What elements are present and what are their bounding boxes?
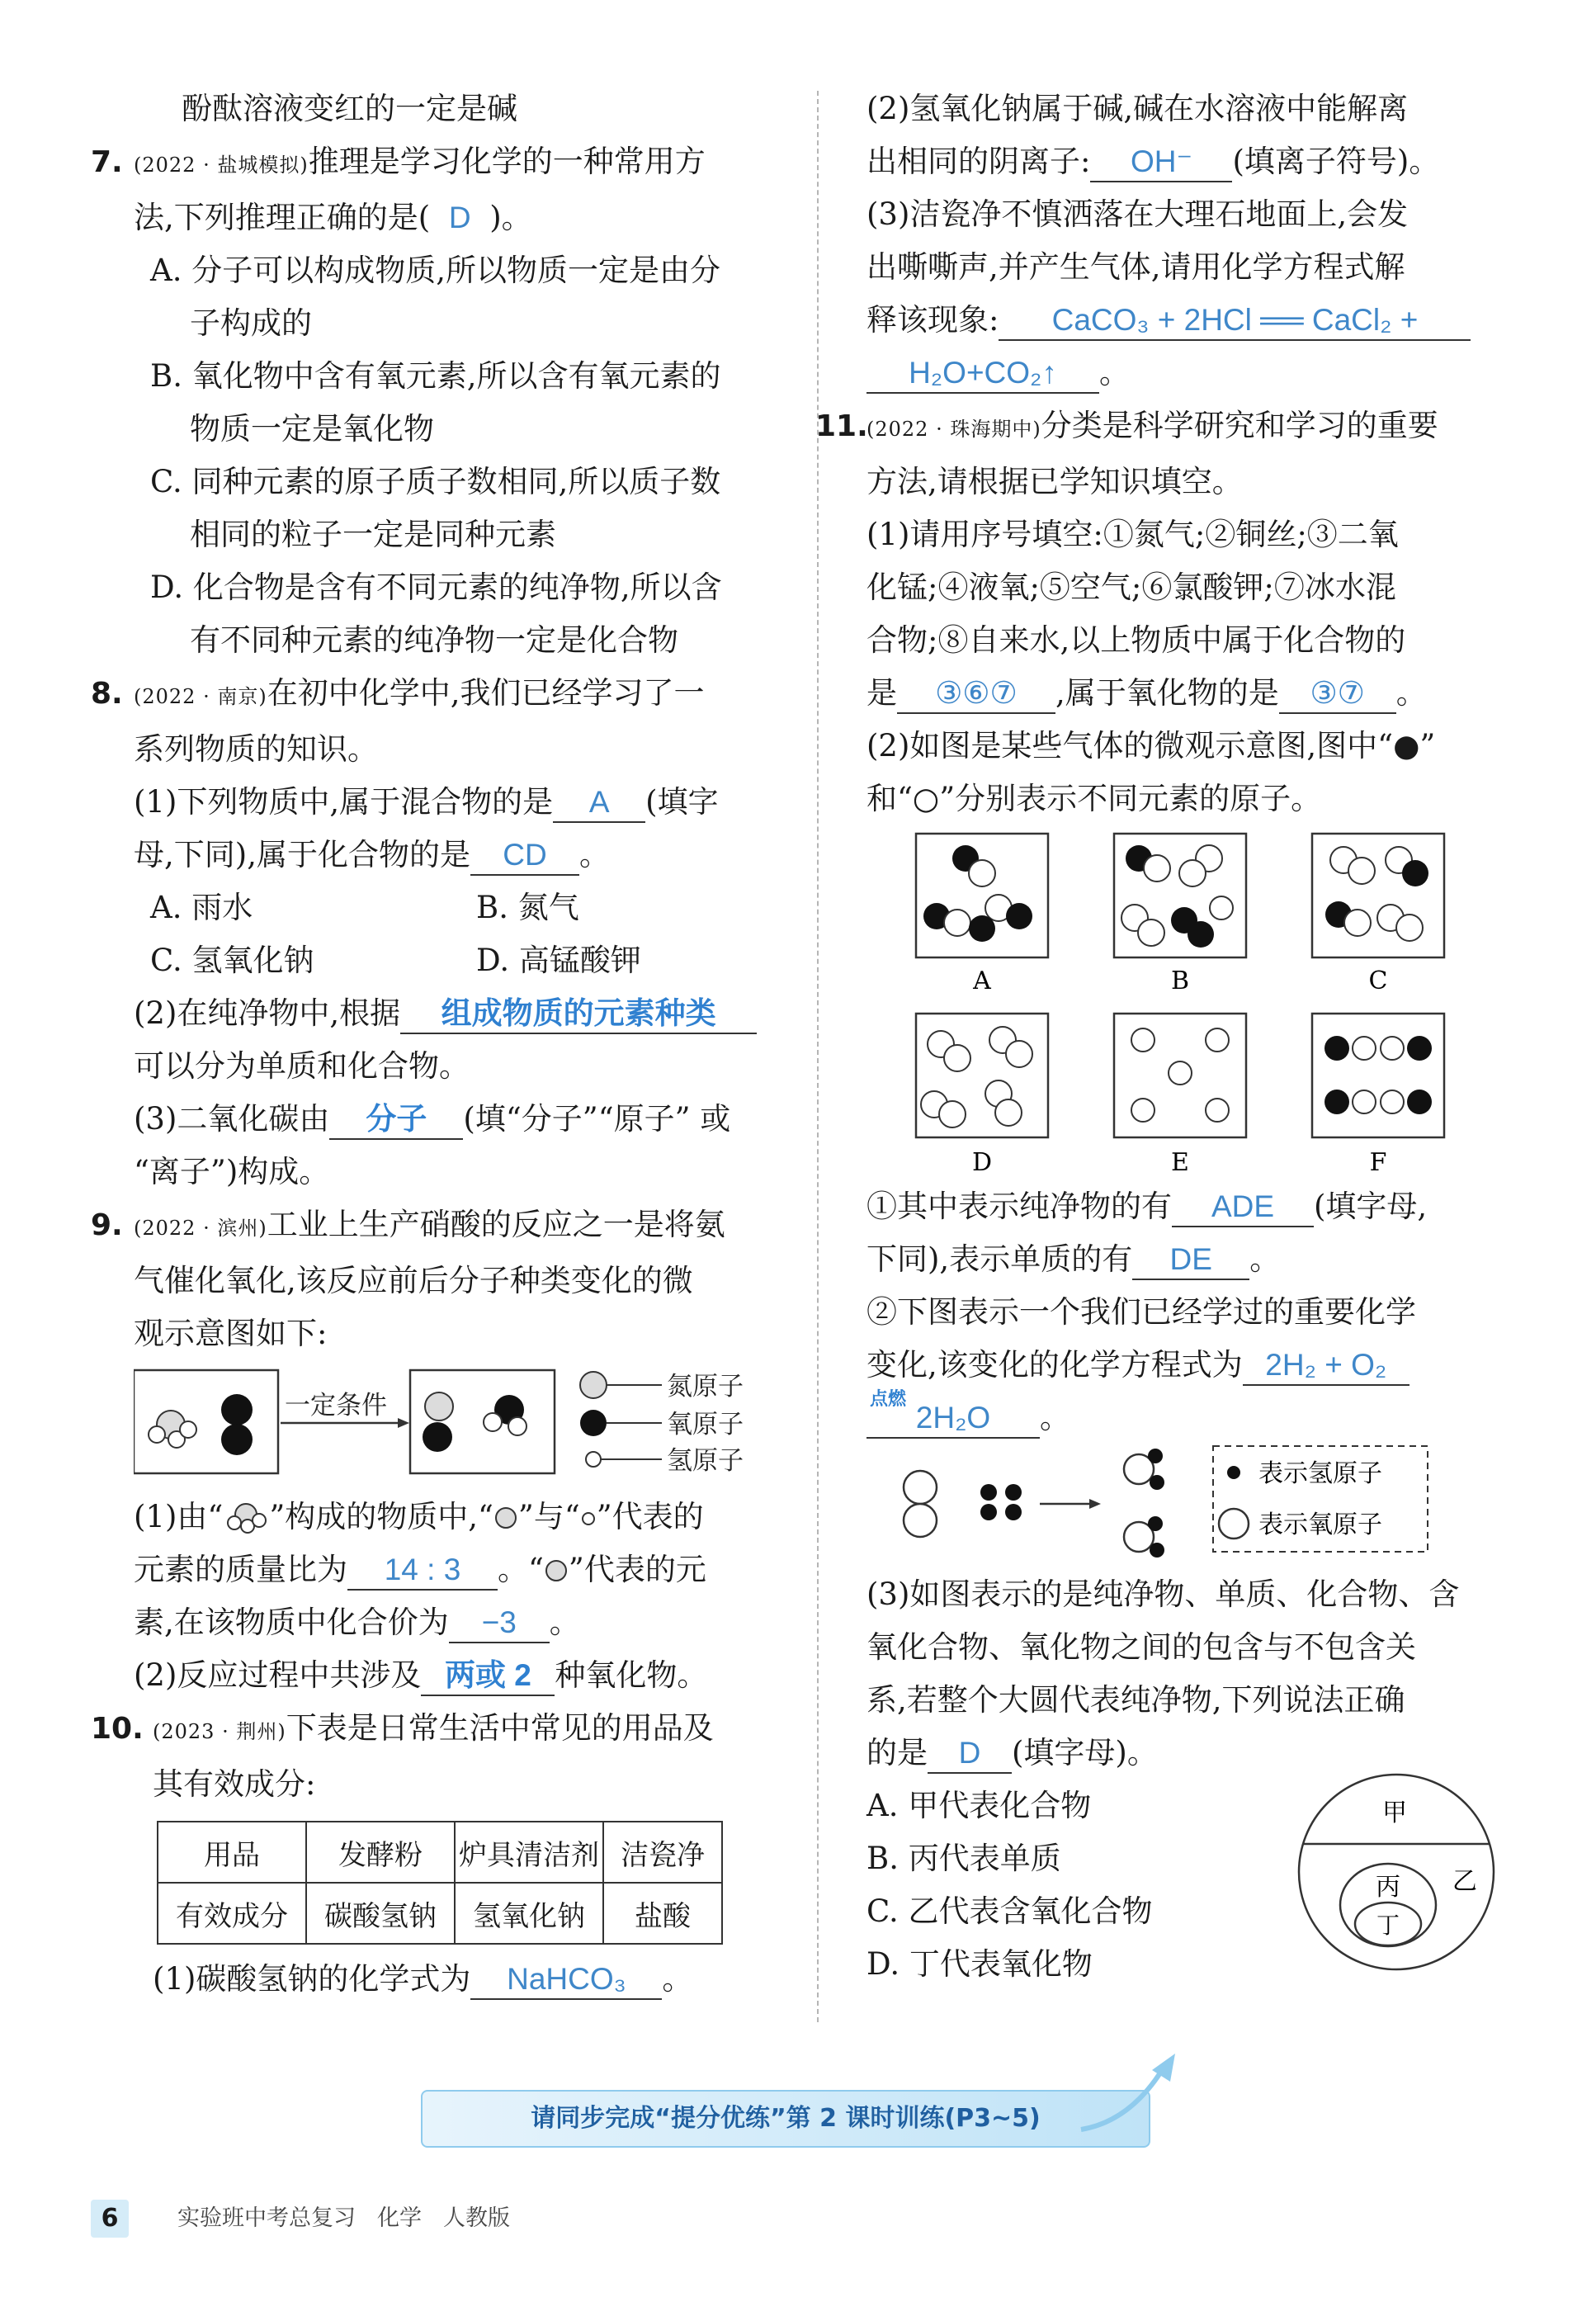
molecule-boxes-svg	[866, 825, 1502, 1180]
part-text: 释该现象:	[866, 302, 999, 338]
continued-line: 酚酞溶液变红的一定是碱	[182, 91, 517, 126]
box-d	[916, 1014, 1048, 1137]
question-stem: 分类是科学研究和学习的重要	[1041, 408, 1438, 443]
answer-blank: CD	[470, 836, 579, 876]
question-8	[91, 667, 784, 1198]
question-number: 7.	[91, 145, 123, 179]
question-source: (2023 · 荆州)	[153, 1720, 286, 1743]
box-c	[1312, 834, 1444, 957]
option-d-cont: 有不同种元素的纯净物一定是化合物	[190, 622, 678, 658]
part-text: 。	[578, 837, 610, 872]
part-text: 素,在该物质中化合价为	[134, 1605, 449, 1640]
answer-blank: 组成物质的元素种类	[400, 995, 757, 1034]
part-text: 下同),表示单质的有	[866, 1241, 1133, 1277]
option-c: C. 乙代表含氧化合物	[866, 1893, 1153, 1929]
question-number: 8.	[91, 677, 123, 711]
answer-blank: DE	[1132, 1241, 1249, 1280]
part-text: 。	[1099, 355, 1130, 390]
part-text: (1)请用序号填空:①氮气;②铜丝;③二氧	[866, 517, 1399, 552]
question-11	[815, 399, 1502, 2002]
option-a: A. 甲代表化合物	[866, 1788, 1092, 1823]
answer-blank: CaCO₃ + 2HCl ══ CaCl₂ +	[999, 301, 1471, 341]
part-text: (填“分子”“原子” 或	[463, 1101, 731, 1137]
answer-blank: 两或 2	[421, 1657, 555, 1696]
nitrogen-atom-icon	[544, 1558, 569, 1583]
legend-oxygen: 氧原子	[667, 1410, 744, 1439]
answer-blank: D	[928, 1734, 1012, 1774]
question-stem: 推理是学习化学的一种常用方	[308, 144, 706, 179]
legend-hydrogen: 氢原子	[667, 1446, 744, 1476]
nitrogen-atom-icon	[493, 1506, 518, 1530]
part-text: 可以分为单质和化合物。	[134, 1048, 470, 1084]
part-text: 。	[662, 1961, 693, 1997]
box-label: E	[1171, 1148, 1189, 1177]
option-b-cont: 物质一定是氧化物	[190, 411, 434, 447]
table-cell: 洁瓷净	[603, 1822, 722, 1883]
box-b	[1114, 834, 1246, 957]
answer-blank: ③⑦	[1279, 674, 1396, 714]
reaction-svg	[134, 1360, 786, 1484]
book-subject: 化学	[377, 2205, 422, 2231]
box-label: A	[973, 967, 991, 995]
question-stem: 气催化氧化,该反应前后分子种类变化的微	[134, 1263, 693, 1298]
question-number: 10.	[91, 1712, 144, 1746]
question-10-cont	[866, 83, 1502, 399]
part-text: 化锰;④液氧;⑤空气;⑥氯酸钾;⑦冰水混	[866, 570, 1396, 605]
answer-blank: −3	[449, 1604, 550, 1643]
question-stem: 在初中化学中,我们已经学习了一	[267, 675, 705, 711]
condition-label: 点燃	[870, 1389, 907, 1410]
question-9	[91, 1198, 784, 1702]
venn-label: 丁	[1376, 1912, 1400, 1939]
part-text: 的是	[866, 1735, 928, 1770]
option-b: B. 氧化物中含有氧元素,所以含有氧元素的	[150, 358, 721, 394]
answer-blank: OH⁻	[1090, 143, 1232, 182]
book-series: 实验班中考总复习	[177, 2205, 356, 2231]
question-10	[91, 1702, 784, 2006]
part-text: (1)下列物质中,属于混合物的是	[134, 784, 554, 820]
box-label: F	[1369, 1148, 1387, 1177]
option-b: B. 丙代表单质	[866, 1841, 1061, 1876]
question-stem: )。	[489, 200, 532, 235]
part-text: 。“	[498, 1552, 544, 1587]
ingredients-table	[157, 1821, 723, 1945]
molecule-boxes	[866, 825, 1502, 1180]
part-text: “离子”)构成。	[134, 1154, 330, 1189]
part-text: (2)反应过程中共涉及	[134, 1657, 422, 1693]
answer-blank: 分子	[329, 1100, 463, 1140]
option-d: D. 丁代表氧化物	[866, 1946, 1093, 1982]
condition-label: 一定条件	[285, 1391, 387, 1420]
part-text: (3)二氧化碳由	[134, 1101, 330, 1137]
part-text: (3)如图表示的是纯净物、单质、化合物、含	[866, 1576, 1460, 1612]
venn-label: 乙	[1452, 1867, 1477, 1896]
option-c: C. 氢氧化钠	[150, 943, 314, 978]
answer-blank: 14 : 3	[347, 1551, 498, 1591]
option-d: D. 高锰酸钾	[476, 943, 641, 978]
option-d: D. 化合物是含有不同元素的纯净物,所以含	[150, 570, 722, 605]
box-f	[1312, 1014, 1444, 1137]
part-text: 。	[1040, 1400, 1070, 1435]
right-column	[815, 83, 1502, 2002]
part-text: ”代表的元	[568, 1552, 706, 1587]
option-a: A. 雨水	[150, 890, 253, 925]
venn-label: 丙	[1376, 1873, 1400, 1902]
reaction-svg	[866, 1444, 1502, 1568]
question-stem: 工业上生产硝酸的反应之一是将氨	[267, 1207, 725, 1242]
part-text: ①其中表示纯净物的有	[866, 1189, 1172, 1224]
part-text: (2)氢氧化钠属于碱,碱在水溶液中能解离	[866, 91, 1409, 126]
ammonia-molecule-icon	[223, 1501, 269, 1534]
part-text: 氧化合物、氧化物之间的包含与不包含关	[866, 1629, 1416, 1665]
book-edition: 人教版	[443, 2205, 510, 2231]
hydrogen-atom-icon	[580, 1510, 597, 1527]
table-cell: 盐酸	[603, 1883, 722, 1944]
answer-blank: 2H₂ + O₂	[1243, 1346, 1409, 1386]
part-text: 和“○”分别表示不同元素的原子。	[866, 781, 1322, 816]
equation-arrow	[866, 1389, 1040, 1439]
reaction-diagram	[134, 1360, 784, 1484]
part-text: 系,若整个大圆代表纯净物,下列说法正确	[866, 1682, 1405, 1718]
table-row	[158, 1883, 722, 1944]
table-row	[158, 1822, 722, 1883]
table-cell: 氢氧化钠	[455, 1883, 603, 1944]
part-text: (填字	[645, 784, 719, 820]
option-a: A. 分子可以构成物质,所以物质一定是由分	[150, 253, 721, 288]
part-text: 合物;⑧自来水,以上物质中属于化合物的	[866, 622, 1406, 658]
part-text: ”与“	[517, 1499, 580, 1534]
answer-blank: D	[448, 201, 471, 234]
question-source: (2022 · 盐城模拟)	[134, 154, 309, 177]
question-stem: 方法,请根据已学知识填空。	[866, 464, 1243, 499]
part-text: (2)在纯净物中,根据	[134, 995, 401, 1031]
part-text: 元素的质量比为	[134, 1552, 347, 1587]
table-cell: 碳酸氢钠	[306, 1883, 455, 1944]
option-b: B. 氮气	[476, 890, 579, 925]
question-source: (2022 · 滨州)	[134, 1217, 267, 1240]
part-text: 出相同的阴离子:	[866, 144, 1091, 179]
page-number: 6	[91, 2200, 129, 2238]
box-label: C	[1368, 967, 1388, 995]
legend-nitrogen: 氮原子	[667, 1372, 744, 1402]
part-text: (1)碳酸氢钠的化学式为	[153, 1961, 471, 1997]
part-text: (2)如图是某些气体的微观示意图,图中“●”	[866, 728, 1436, 763]
venn-diagram	[1296, 1771, 1502, 1978]
book-title	[177, 2200, 531, 2238]
box-a	[916, 834, 1048, 957]
box-e	[1114, 1014, 1246, 1137]
part-text: 是	[866, 675, 897, 711]
part-text: ”代表的	[596, 1499, 704, 1534]
question-stem: 法,下列推理正确的是(	[134, 200, 431, 235]
answer-blank: H₂O+CO₂↑	[866, 354, 1099, 394]
question-7	[91, 135, 784, 667]
box-label: B	[1170, 967, 1190, 995]
question-number: 11.	[815, 409, 868, 443]
table-cell: 发酵粉	[306, 1822, 455, 1883]
answer-blank: A	[553, 783, 645, 823]
part-text: 出嘶嘶声,并产生气体,请用化学方程式解	[866, 249, 1405, 285]
part-text: ,属于氧化物的是	[1055, 675, 1279, 711]
part-text: ②下图表示一个我们已经学过的重要化学	[866, 1294, 1416, 1330]
table-cell: 有效成分	[158, 1883, 306, 1944]
practice-banner	[421, 2090, 1150, 2148]
part-text: (填字母)。	[1012, 1735, 1158, 1770]
table-cell: 炉具清洁剂	[455, 1822, 603, 1883]
option-a-cont: 子构成的	[190, 305, 312, 341]
part-text: (3)洁瓷净不慎洒落在大理石地面上,会发	[866, 196, 1409, 232]
left-column	[91, 83, 784, 2006]
option-c: C. 同种元素的原子质子数相同,所以质子数	[150, 464, 721, 499]
question-stem: 系列物质的知识。	[134, 731, 378, 767]
part-text: 变化,该变化的化学方程式为	[866, 1347, 1243, 1383]
answer-blank: ADE	[1172, 1188, 1314, 1227]
table-cell: 用品	[158, 1822, 306, 1883]
answer-blank: 2H₂O	[915, 1401, 991, 1435]
part-text: (填离子符号)。	[1232, 144, 1440, 179]
part-text: 。	[1249, 1241, 1281, 1277]
legend-hydrogen: 表示氢原子	[1258, 1459, 1382, 1488]
question-source: (2022 · 珠海期中)	[866, 418, 1041, 441]
arrow-decoration-icon	[1073, 2047, 1188, 2138]
part-text: 。	[1395, 675, 1427, 711]
question-stem: 观示意图如下:	[134, 1316, 328, 1351]
part-text: 。	[549, 1605, 580, 1640]
part-text: 母,下同),属于化合物的是	[134, 837, 470, 872]
question-source: (2022 · 南京)	[134, 685, 267, 708]
question-stem: 其有效成分:	[153, 1766, 316, 1802]
question-stem: 下表是日常生活中常见的用品及	[286, 1710, 714, 1746]
question-number: 9.	[91, 1208, 123, 1242]
option-c-cont: 相同的粒子一定是同种元素	[190, 517, 556, 552]
answer-blank: ③⑥⑦	[897, 674, 1055, 714]
answer-blank: NaHCO₃	[470, 1960, 662, 2000]
part-text: (1)由“	[134, 1499, 224, 1534]
column-divider	[817, 91, 819, 2022]
legend-oxygen: 表示氧原子	[1258, 1510, 1382, 1539]
box-label: D	[971, 1148, 993, 1177]
part-text: ”构成的物质中,“	[269, 1499, 493, 1534]
part-text: 种氧化物。	[555, 1657, 708, 1693]
banner-text: 请同步完成“提分优练”第 2 课时训练(P3~5)	[531, 2104, 1041, 2133]
part-text: (填字母,	[1314, 1189, 1428, 1224]
options-with-venn	[866, 1780, 1502, 2002]
venn-label: 甲	[1382, 1799, 1407, 1827]
hydrogen-oxygen-diagram	[866, 1444, 1502, 1568]
